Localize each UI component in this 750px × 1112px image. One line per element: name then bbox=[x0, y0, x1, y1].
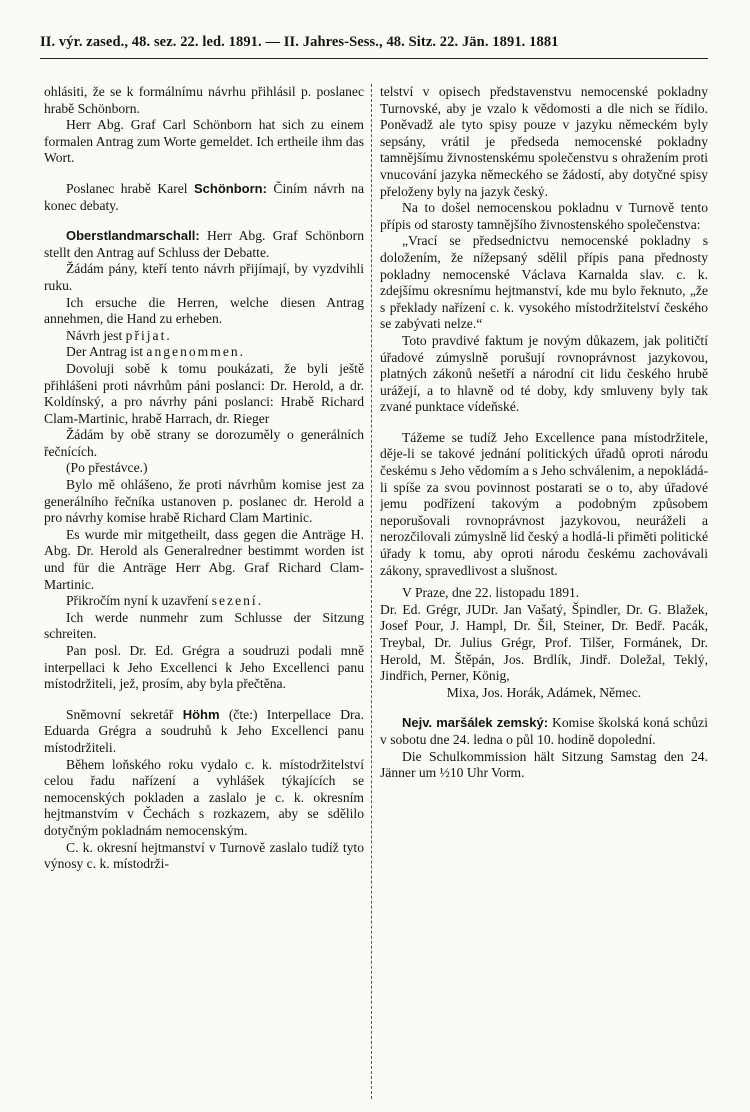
paragraph: Žádám pány, kteří tento návrh přijímají, by vyzdvihli ruku. bbox=[44, 261, 364, 293]
speaker-name: Oberstlandmarschall: bbox=[66, 228, 200, 244]
speaker-prefix: Poslanec hrabě Karel bbox=[66, 180, 188, 196]
speaker-name: Höhm bbox=[182, 706, 220, 722]
paragraph: Toto pravdivé faktum je novým důkazem, jak političtí úřadové zúmyslně porušují rovnoprávnost jazykovou, platných zákonů nešetří a národní cit lidu českého hrubě urážejí, a to hlavně od té doby, kdy smluveny byly tak zvané punktace vídeňské. bbox=[380, 332, 708, 415]
speaker-prefix: Sněmovní sekretář bbox=[66, 706, 174, 722]
paragraph-german: Es wurde mir mitgetheilt, dass gegen die Anträge H. Abg. Dr. Herold als Generalredner bestimmt worden ist und für die Anträge Herr Abg. Graf Richard Clam-Martinic. bbox=[44, 526, 364, 592]
stage-direction: (Po přestávce.) bbox=[66, 460, 148, 476]
paragraph: Na to došel nemocenskou pokladnu v Turnově tento přípis od starosty tamnějšího živnostenského společenstva: bbox=[380, 200, 708, 232]
speech-text: Komise školská koná schůzi v sobotu dne 24. ledna o půl 10. hodině dopolední. bbox=[380, 715, 708, 747]
paragraph: telství v opisech představenstvu nemocenské pokladny Turnovské, aby je vzalo k vědomosti a dle nich se řídilo. Poněvadž ale tyto spisy pouze v jazyku německém byly sepsány, vrátil je předseda nemocenské pokladny tamnějšímu živnostenskému společenstvu s ohražením proti vnucování jazyka německého se žádostí, aby dotyčné spisy přeloženy byly na jazyk český. bbox=[380, 84, 708, 199]
paragraph-german: Die Schulkommission hält Sitzung Samstag den 24. Jänner um ½10 Uhr Vorm. bbox=[380, 748, 708, 781]
right-column bbox=[380, 84, 708, 1099]
speech-text: (čte:) Interpellace Dra. Eduarda Grégra a soudruhů k Jeho Excellenci panu místodržiteli. bbox=[44, 706, 364, 755]
speech-text: Činím návrh na konec debaty. bbox=[44, 180, 364, 213]
paragraph bbox=[44, 593, 364, 610]
paragraph-german bbox=[44, 344, 364, 361]
quoted-paragraph: „Vrací se předsednictvu nemocenské pokladny s doložením, že nížepsaný sdělil přípis pana přednosty pokladny nemocenské Václava Karnalda slav. c. k. zdejšímu okresnímu hejtmanství, kde mu bylo řeknuto, „že s překlady nařízení c. k. vysokého místodržitelství českého se zabývati nelze.“ bbox=[380, 233, 708, 332]
date-line: V Praze, dne 22. listopadu 1891. bbox=[402, 585, 580, 601]
speaker-name: Schönborn: bbox=[194, 180, 267, 196]
paragraph: Žádám by obě strany se dorozuměly o generálních řečnících. bbox=[44, 427, 364, 459]
speaker-paragraph bbox=[380, 715, 708, 748]
spaced-text: přijat. bbox=[125, 327, 172, 343]
speaker-name: Nejv. maršálek zemský: bbox=[402, 715, 549, 731]
paragraph: Dovoluji sobě k tomu poukázati, že byli ještě přihlášeni proti návrhům páni poslanci: Dr. Herold, a dr. Koldínský, a pro návrhy páni poslanci: Hrabě Richard Clam-Martinic, hrabě Harrach, dr. Rieger bbox=[44, 360, 364, 426]
column-divider bbox=[371, 84, 372, 1099]
spaced-text: angenommen. bbox=[146, 344, 246, 360]
paragraph-german: Ich ersuche die Herren, welche diesen Antrag annehmen, die Hand zu erheben. bbox=[44, 294, 364, 327]
paragraph-german: Herr Abg. Graf Carl Schönborn hat sich zu einem formalen Antrag zum Worte gemeldet. Ich ertheile ihm das Wort. bbox=[44, 117, 364, 166]
paragraph: Bylo mě ohlášeno, že proti návrhům komise jest za generálního řečníka ustanoven p. poslanec dr. Herold a pro návrhy komise hrabě Richard Clam Martinic. bbox=[44, 477, 364, 526]
text: Přikročím nyní k uzavření bbox=[66, 593, 209, 609]
speaker-paragraph bbox=[44, 181, 364, 214]
paragraph: Pan posl. Dr. Ed. Grégra a soudruzi podali mně interpellaci k Jeho Excellenci k Jeho Excellenci panu místodržiteli, jež, prosím, aby byla přečtěna. bbox=[44, 643, 364, 692]
paragraph: Tážeme se tudíž Jeho Excellence pana místodržitele, děje-li se takové jednání politických úřadů oproti národu českému s Jeho vědomím a s Jeho schválenim, a nepokládá-li spíše za svou povinnost postarati se o to, aby úřadové jemu podřízení takovým a podobným způsobem neporušovali rovnoprávnost jazykovou, neuráželi a nerozčilovali zúmyslně lid český a hodlá-li přiměti politické úřady k tomu, aby oproti národu českému zachovávali zákony, spravedlivost a slušnost. bbox=[380, 429, 708, 578]
speaker-paragraph bbox=[44, 228, 364, 261]
signatories-last-line: Mixa, Jos. Horák, Adámek, Němec. bbox=[446, 684, 642, 700]
spaced-text: sezení. bbox=[211, 593, 264, 609]
paragraph bbox=[44, 328, 364, 345]
signatories: Dr. Ed. Grégr, JUDr. Jan Vašatý, Špindler, Dr. G. Blažek, Josef Pour, J. Hampl, Dr. Šil, Steiner, Dr. Bedř. Pacák, Treybal, Dr. Julius Grégr, Prof. Tilšer, Formánek, Dr. Herold, M. Štěpán, Jos. Brdlík, Jindř. Doležal, Teklý, Jindřich, Perner, König, bbox=[380, 601, 708, 684]
speaker-paragraph bbox=[44, 707, 364, 757]
paragraph: ohlásiti, že se k formálnímu návrhu přihlásil p. poslanec hrabě Schönborn. bbox=[44, 84, 364, 116]
text: Der Antrag ist bbox=[66, 344, 144, 360]
left-column bbox=[44, 84, 364, 1099]
speech-text: Herr Abg. Graf Schönborn stellt den Antrag auf Schluss der Debatte. bbox=[44, 228, 364, 260]
paragraph-german: Ich werde nunmehr zum Schlusse der Sitzung schreiten. bbox=[44, 609, 364, 642]
page-header-text: II. výr. zased., 48. sez. 22. led. 1891. — II. Jahres-Sess., 48. Sitz. 22. Jän. 1891. 1881 bbox=[40, 34, 559, 50]
paragraph: C. k. okresní hejtmanství v Turnově zaslalo tudíž tyto výnosy c. k. místodrži- bbox=[44, 839, 364, 872]
paragraph: Během loňského roku vydalo c. k. místodržitelství celou řadu nařízení a vyhlášek týkajících se nemocenských pokladen a zaslalo je c. k. okresním hejtmanstvím v Čechách s rozkazem, aby se sdělilo dotyčným pokladnám nemocenským. bbox=[44, 756, 364, 838]
text: Návrh jest bbox=[66, 327, 123, 343]
page-header bbox=[40, 32, 708, 59]
